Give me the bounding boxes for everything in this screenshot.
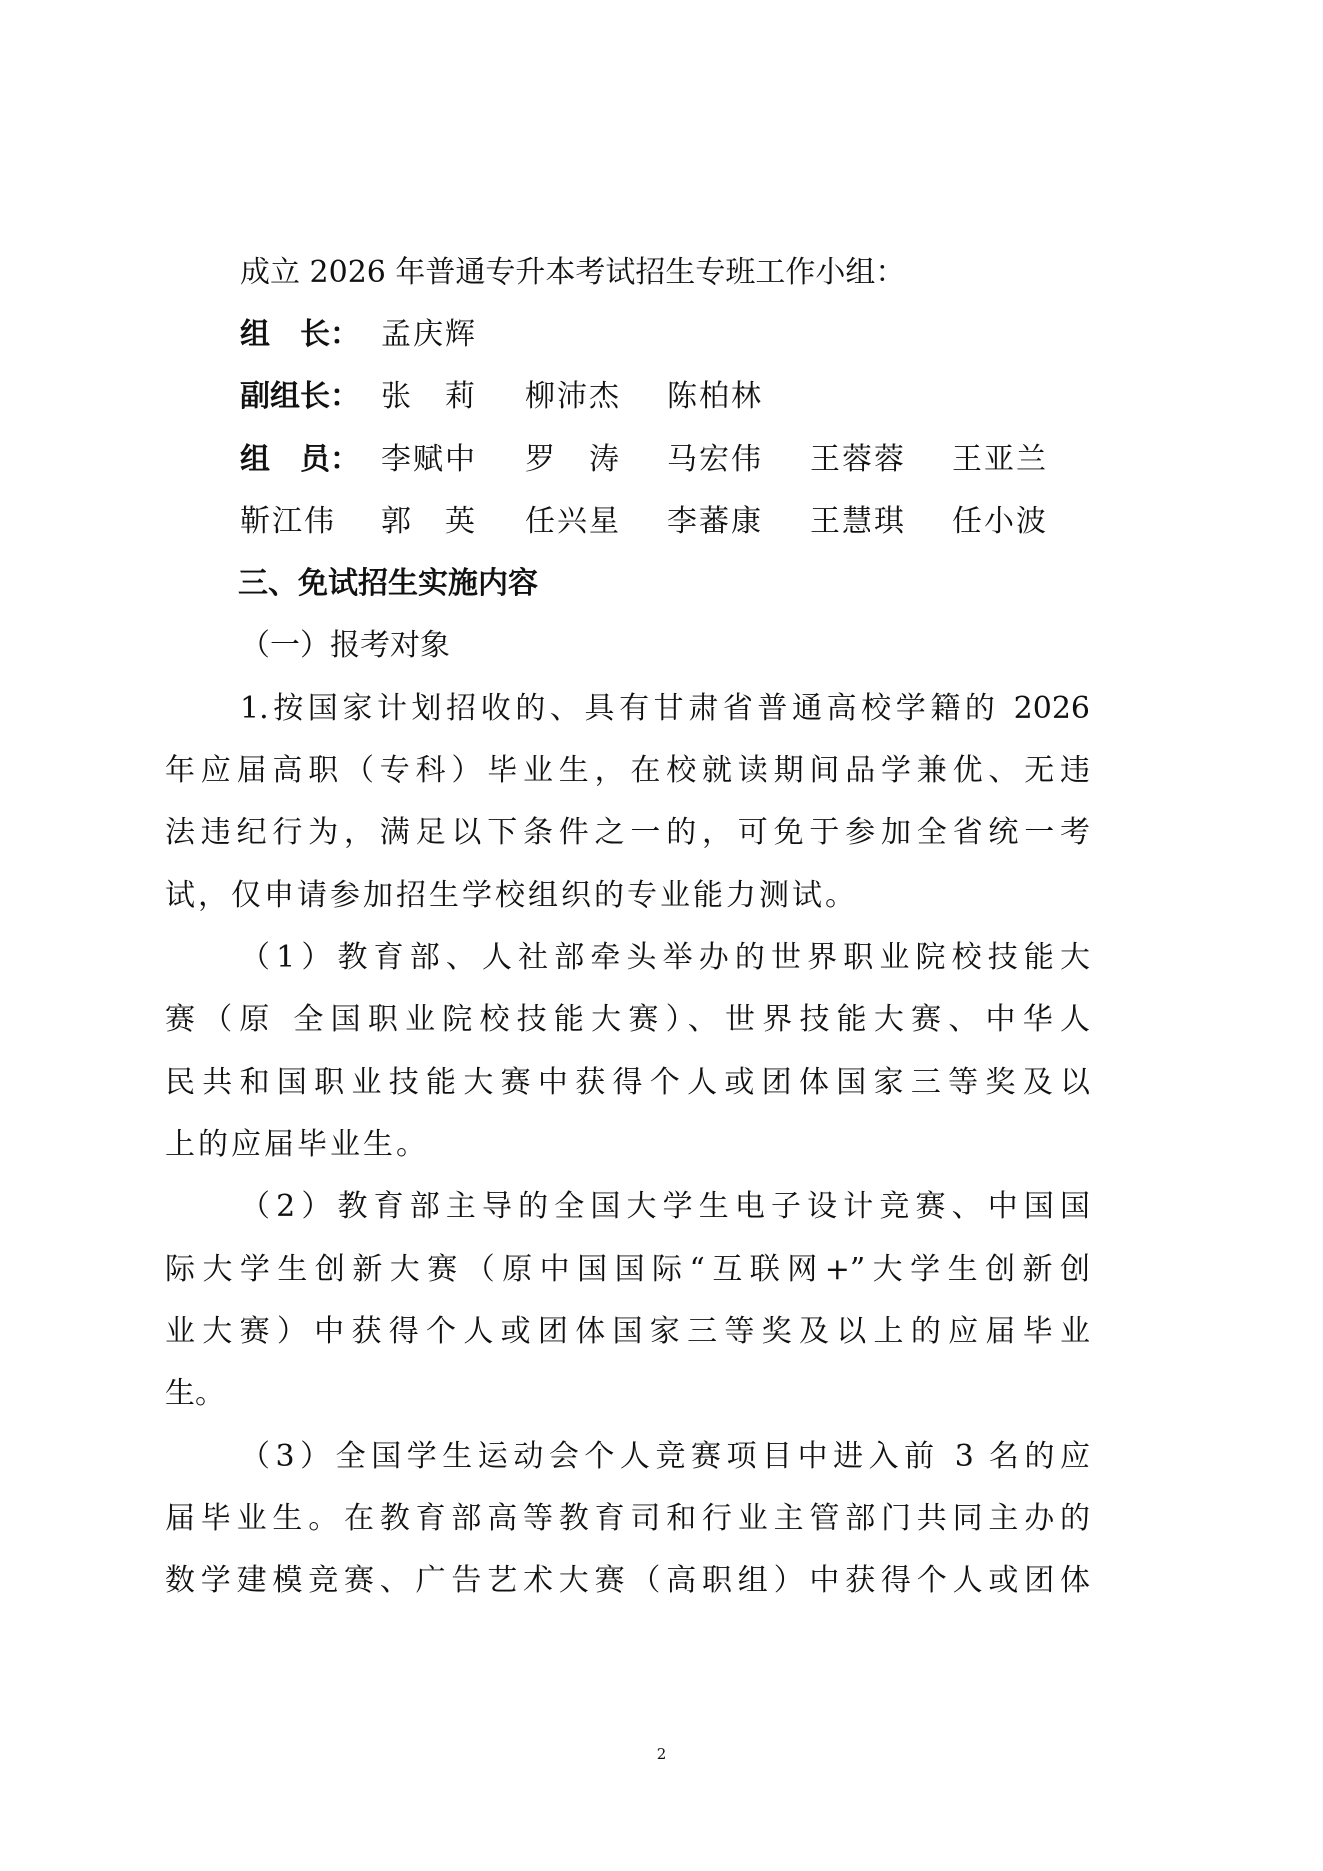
member-name: 李赋中 [381,442,477,477]
intro-line: 成立 2026 年普通专升本考试招生专班工作小组： [240,255,906,290]
paragraph-line: 数学建模竞赛、广告艺术大赛（高职组）中获得个人或团体 [165,1563,1090,1598]
member-name: 靳江伟 [240,504,336,539]
paragraph-line: （2）教育部主导的全国大学生电子设计竞赛、中国国 [240,1189,1090,1224]
paragraph-line: 生。 [165,1376,225,1411]
section-heading: 三、免试招生实施内容 [238,566,538,601]
paragraph-line: （1）教育部、人社部牵头举办的世界职业院校技能大 [240,940,1090,975]
deputy-name: 陈柏林 [667,379,763,414]
member-name: 马宏伟 [667,442,763,477]
paragraph-line: 届毕业生。在教育部高等教育司和行业主管部门共同主办的 [165,1501,1090,1536]
paragraph-line: 年应届高职（专科）毕业生，在校就读期间品学兼优、无违 [165,753,1090,788]
paragraph-line: 际大学生创新大赛（原中国国际“互联网+”大学生创新创 [165,1252,1090,1287]
member-name: 王亚兰 [952,442,1048,477]
paragraph-line: 法违纪行为，满足以下条件之一的，可免于参加全省统一考 [165,815,1090,850]
paragraph-line: 业大赛）中获得个人或团体国家三等奖及以上的应届毕业 [165,1314,1090,1349]
deputy-name: 张 莉 [381,379,477,414]
deputy-name: 柳沛杰 [525,379,621,414]
paragraph-line: （3）全国学生运动会个人竞赛项目中进入前 3 名的应 [240,1439,1090,1474]
leader-name: 孟庆辉 [381,317,477,352]
member-name: 王慧琪 [810,504,906,539]
paragraph-line: 上的应届毕业生。 [165,1127,429,1162]
page-number: 2 [656,1745,667,1763]
paragraph-line: 1.按国家计划招收的、具有甘肃省普通高校学籍的 2026 [240,691,1090,726]
member-name: 王蓉蓉 [810,442,906,477]
paragraph-line: 赛（原 全国职业院校技能大赛）、世界技能大赛、中华人 [165,1002,1090,1037]
sub-heading: （一）报考对象 [240,628,450,663]
member-name: 罗 涛 [525,442,621,477]
member-name: 李蕃康 [667,504,763,539]
deputy-label: 副组长： [240,379,360,414]
paragraph-line: 试，仅申请参加招生学校组织的专业能力测试。 [165,878,858,913]
member-name: 郭 英 [381,504,477,539]
member-name: 任小波 [952,504,1048,539]
leader-label: 组 长： [240,317,360,352]
member-label: 组 员： [240,442,360,477]
paragraph-line: 民共和国职业技能大赛中获得个人或团体国家三等奖及以 [165,1065,1090,1100]
member-name: 任兴星 [525,504,621,539]
